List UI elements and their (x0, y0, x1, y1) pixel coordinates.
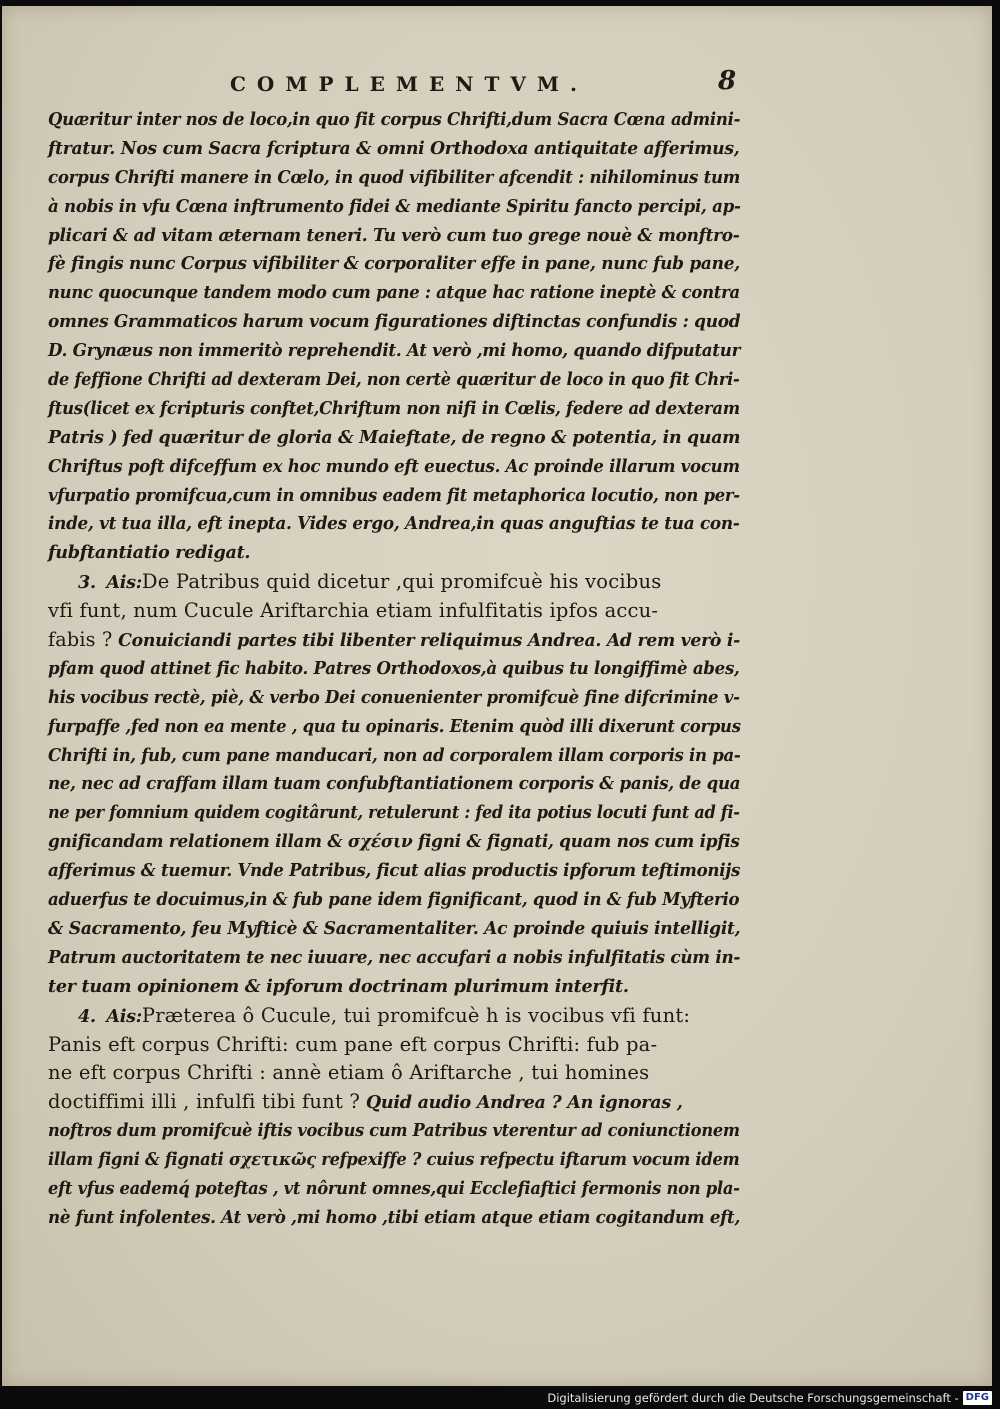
text-line: illam figni & fignati σχετικῶς refpexiffe ? cuius refpectu iftarum vocum idem (48, 1149, 740, 1171)
text-line: afferimus & tuemur. Vnde Patribus, ficut alias productis ipforum teftimonijs (48, 860, 741, 882)
text-line: ter tuam opinionem & ipforum doctrinam plurimum interfit. (48, 975, 629, 997)
text-line: ftratur. Nos cum Sacra fcriptura & omni Orthodoxa antiquitate afferimus, (48, 137, 740, 159)
paragraph-number: 4. (78, 1005, 96, 1027)
text-line: fè fingis nunc Corpus vifibiliter & corporaliter effe in pane, nunc fub pane, (48, 253, 740, 275)
text-line: pfam quod attinet fic habito. Patres Orthodoxos,à quibus tu longiffimè abes, (48, 657, 740, 679)
roman-text: fabis ? (48, 628, 113, 652)
text-line: furpaffe ,fed non ea mente , qua tu opinaris. Etenim quòd illi dixerunt corpus (48, 715, 741, 737)
text-line: de feffione Chrifti ad dexteram Dei, non certè quæritur de loco in quo fit Chri- (48, 369, 740, 391)
text-line: Patris ) fed quæritur de gloria & Maieftate, de regno & potentia, in quam (48, 426, 741, 448)
roman-text: De Patribus quid dicetur ,qui promifcuè his vocibus (141, 570, 662, 594)
running-head: COMPLEMENTVM. (230, 72, 588, 96)
text-line: aduerfus te docuimus,in & fub pane idem fignificant, quod in & fub Myfterio (48, 889, 740, 911)
text-line: plicari & ad vitam æternam teneri. Tu verò cum tuo grege nouè & monftro- (48, 224, 740, 246)
text-line: vfurpatio promifcua,cum in omnibus eadem fit metaphorica locutio, non per- (48, 484, 740, 506)
text-line (48, 1002, 740, 1031)
text-line: Chriftus poft difceffum ex hoc mundo eft euectus. Ac proinde illarum vocum (48, 455, 740, 477)
text-line: Quæritur inter nos de loco,in quo fit corpus Chrifti,dum Sacra Cœna admini- (48, 109, 741, 130)
text-line: eft vfus eademq́ poteftas , vt nôrunt omnes,qui Ecclefiaftici fermonis non pla- (48, 1177, 740, 1199)
text-line: ne per fomnium quidem cogitârunt, retulerunt : fed ita potius locuti funt ad fi- (48, 802, 740, 824)
text-line: noftros dum promifcuè iftis vocibus cum Patribus vterentur ad coniunctionem (48, 1120, 740, 1142)
footer-text: Digitalisierung gefördert durch die Deutsche Forschungsgemeinschaft - (547, 1391, 959, 1405)
text-line: nè funt infolentes. At verò ,mi homo ,tibi etiam atque etiam cogitandum eft, (48, 1206, 741, 1228)
speaker-label: Ais: (106, 1005, 142, 1027)
text-line: & Sacramento, feu Myfticè & Sacramentaliter. Ac proinde quiuis intelligit, (48, 917, 741, 939)
body-text (48, 106, 740, 1233)
text-line: ftus(licet ex fcripturis conftet,Chriftum non nifi in Cœlis, federe ad dexteram (48, 397, 740, 419)
text-line: D. Grynæus non immeritò reprehendit. At verò ,mi homo, quando difputatur (48, 340, 741, 362)
text-line: ne, nec ad craffam illam tuam confubftantiationem corporis & panis, de qua (48, 773, 741, 795)
paragraph-number: 3. (78, 572, 96, 594)
footer-credit (547, 1389, 992, 1407)
roman-text: Præterea ô Cucule, tui promifcuè h is vocibus vfi funt: (141, 1003, 691, 1027)
roman-text: vfi funt, num Cucule Ariftarchia etiam infulfitatis ipfos accu- (48, 599, 659, 623)
text-line: corpus Chrifti manere in Cœlo, in quod vifibiliter afcendit : nihilominus tum (48, 166, 741, 188)
roman-text: doctiffimi illi , infulfi tibi funt ? (48, 1090, 361, 1114)
text-line: Panis eft corpus Chrifti: cum pane eft corpus Chrifti: fub pa- (48, 1032, 658, 1056)
text-line: inde, vt tua illa, eft inepta. Vides ergo, Andrea,in quas anguftias te tua con- (48, 513, 740, 535)
speaker-label: Ais: (106, 572, 142, 594)
text-line: omnes Grammaticos harum vocum figurationes diftinctas confundis : quod (48, 311, 741, 333)
italic-text: Conuiciandi partes tibi libenter reliquimus Andrea. Ad rem verò i- (112, 630, 741, 652)
text-line: Patrum auctoritatem te nec iuuare, nec accufari a nobis infulfitatis cùm in- (48, 946, 741, 968)
text-line (48, 597, 740, 626)
text-line: fubftantiatio redigat. (48, 542, 251, 564)
text-line: à nobis in vfu Cœna inftrumento fidei & mediante Spiritu fancto percipi, ap- (48, 195, 741, 217)
italic-text: Quid audio Andrea ? An ignoras , (360, 1092, 683, 1114)
page-number: 8 (718, 66, 737, 96)
text-line (48, 626, 741, 655)
text-line (48, 1088, 740, 1117)
text-line: Chrifti in, fub, cum pane manducari, non ad corporalem illam corporis in pa- (48, 744, 741, 766)
text-line: nunc quocunque tandem modo cum pane : atque hac ratione ineptè & contra (48, 282, 740, 304)
text-line (48, 568, 740, 597)
book-page (2, 6, 992, 1386)
text-line: ne eft corpus Chrifti : annè etiam ô Ariftarche , tui homines (48, 1061, 650, 1085)
dfg-logo-icon: DFG (963, 1391, 992, 1405)
text-line: gnificandam relationem illam & σχέσιν figni & fignati, quam nos cum ipfis (48, 831, 740, 853)
text-line: his vocibus rectè, piè, & verbo Dei conuenienter promifcuè fine difcrimine v- (48, 686, 740, 708)
